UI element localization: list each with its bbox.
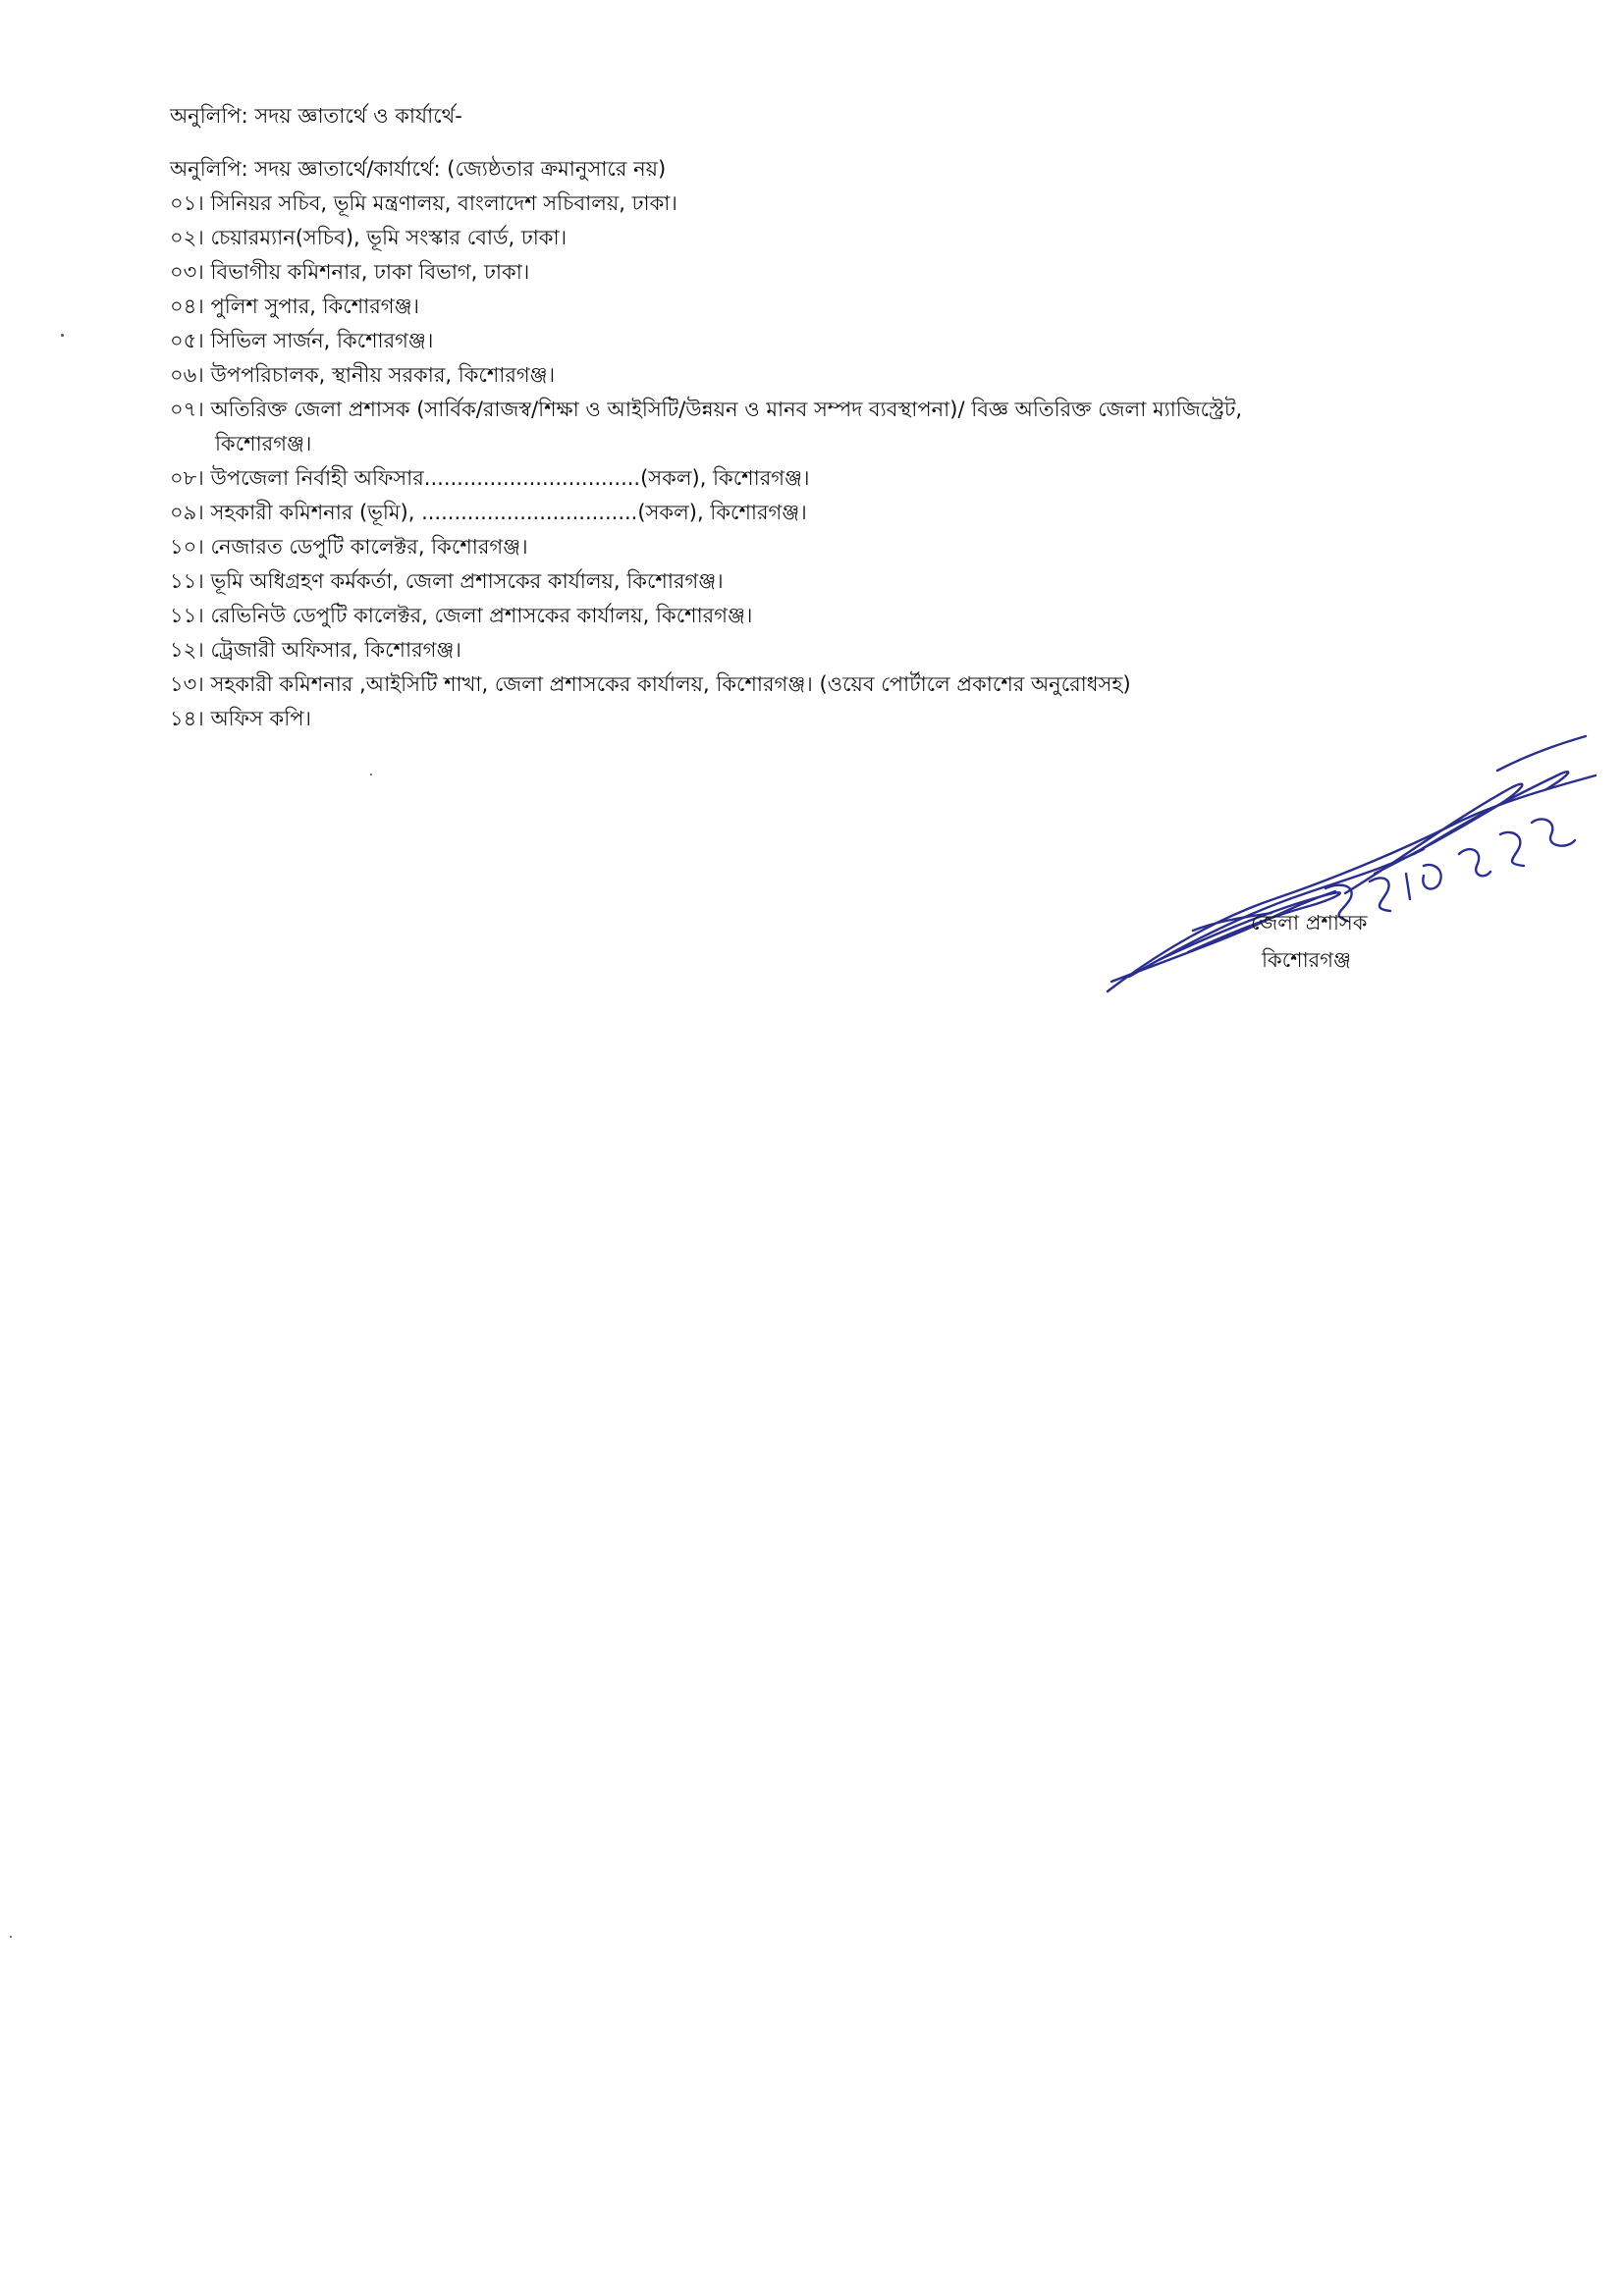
list-item: ০২। চেয়ারম্যান(সচিব), ভূমি সংস্কার বোর্ড, ঢাকা।	[170, 226, 568, 249]
list-item: ১১। ভূমি অধিগ্রহণ কর্মকর্তা, জেলা প্রশাসকের কার্যালয়, কিশোরগঞ্জ।	[170, 569, 724, 593]
list-item: ১০। নেজারত ডেপুটি কালেক্টর, কিশোরগঞ্জ।	[170, 535, 528, 559]
scan-speck	[61, 334, 64, 337]
list-item: ০৪। পুলিশ সুপার, কিশোরগঞ্জ।	[170, 294, 420, 318]
handwritten-signature	[1100, 707, 1610, 1001]
scan-speck	[370, 774, 372, 775]
signatory-title: জেলা প্রশাসক	[1251, 911, 1368, 934]
list-item: ০৬। উপপরিচালক, স্থানীয় সরকার, কিশোরগঞ্জ।	[170, 363, 556, 387]
list-item: ০৮। উপজেলা নির্বাহী অফিসার.................................(সকল), কিশোরগঞ্জ।	[170, 466, 810, 490]
distribution-heading-short: অনুলিপি: সদয় জ্ঞাতার্থে ও কার্যার্থে-	[170, 104, 462, 128]
list-item: ০৭। অতিরিক্ত জেলা প্রশাসক (সার্বিক/রাজস্ব/শিক্ষা ও আইসিটি/উন্নয়ন ও মানব সম্পদ ব্যবস্থাপনা)/ বিজ্ঞ অতিরিক্ত জেলা ম্যাজিস্ট্রেট,	[170, 398, 1243, 421]
list-item: ১২। ট্রেজারী অফিসার, কিশোরগঞ্জ।	[170, 638, 461, 662]
list-item-continuation: কিশোরগঞ্জ।	[215, 432, 312, 455]
list-item: ১১। রেভিনিউ ডেপুটি কালেক্টর, জেলা প্রশাসকের কার্যালয়, কিশোরগঞ্জ।	[170, 604, 753, 627]
list-item: ১৪। অফিস কপি।	[170, 707, 311, 730]
list-item: ০৩। বিভাগীয় কমিশনার, ঢাকা বিভাগ, ঢাকা।	[170, 260, 530, 284]
signature-block	[1100, 707, 1610, 1001]
list-item: ০৯। সহকারী কমিশনার (ভূমি), .................................(সকল), কিশোরগঞ্জ।	[170, 501, 807, 524]
list-item: ১৩। সহকারী কমিশনার ,আইসিটি শাখা, জেলা প্রশাসকের কার্যালয়, কিশোরগঞ্জ। (ওয়েব পোর্টালে প্রকাশের অনুরোধসহ)	[170, 672, 1131, 696]
list-item: ০৫। সিভিল সার্জন, কিশোরগঞ্জ।	[170, 329, 434, 352]
distribution-heading-full: অনুলিপি: সদয় জ্ঞাতার্থে/কার্যার্থে: (জ্যেষ্ঠতার ক্রমানুসারে নয়)	[170, 157, 667, 181]
signatory-place: কিশোরগঞ্জ	[1262, 948, 1351, 972]
list-item: ০১। সিনিয়র সচিব, ভূমি মন্ত্রণালয়, বাংলাদেশ সচিবালয়, ঢাকা।	[170, 191, 677, 215]
scan-speck	[10, 1936, 12, 1938]
